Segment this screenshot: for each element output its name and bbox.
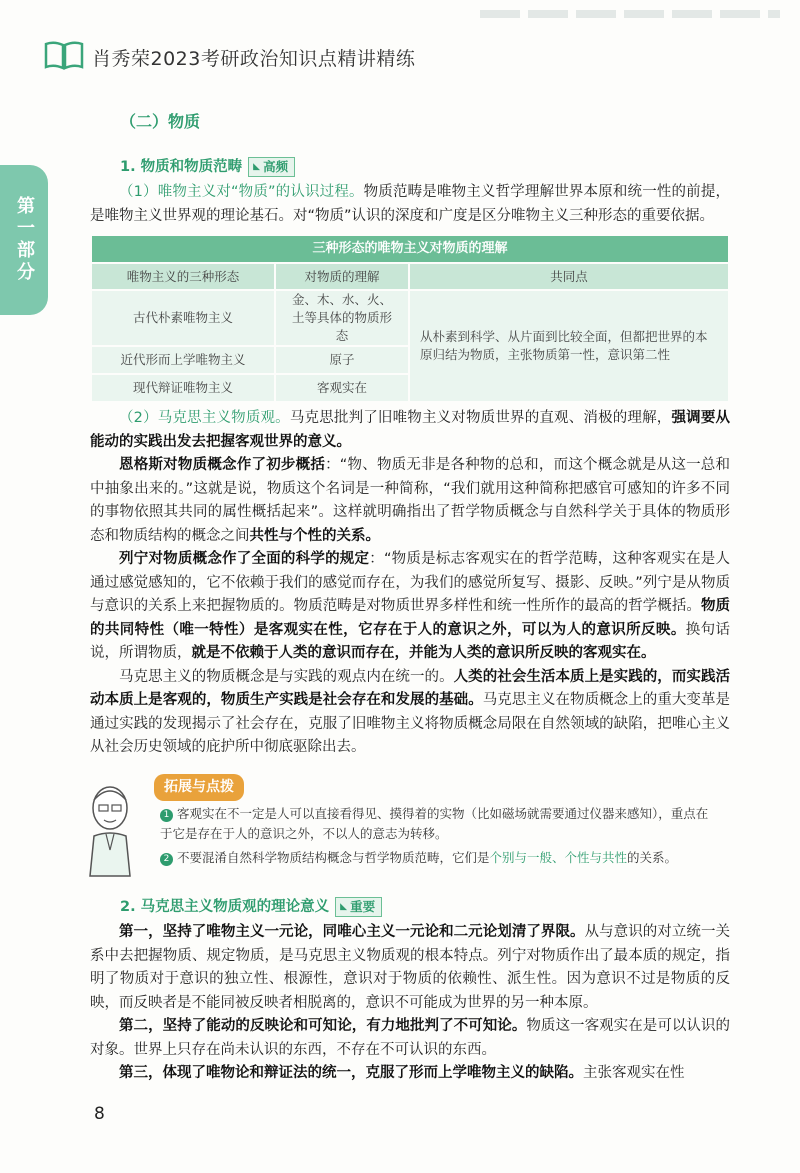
subsection-title-2-text: 2. 马克思主义物质观的理论意义 bbox=[120, 898, 330, 915]
paragraph-2 bbox=[90, 407, 730, 454]
significance-paragraph-1 bbox=[90, 921, 730, 1015]
section-title: （二）物质 bbox=[120, 112, 201, 131]
tips-box bbox=[80, 770, 730, 888]
subsection-title-1 bbox=[120, 156, 730, 180]
paragraph-4-emphasis-3: 就是不依赖于人类的意识而存在，并能为人类的意识所反映的客观实在。 bbox=[191, 645, 656, 661]
materialism-table bbox=[90, 234, 730, 403]
page-number: 8 bbox=[94, 1104, 105, 1124]
paragraph-1-lead: （1）唯物主义对“物质”的认识过程。 bbox=[119, 184, 364, 200]
teacher-illustration bbox=[80, 778, 140, 878]
significance-1-body: 从与意识的对立统一关系中去把握物质、规定物质，是马克思主义物质观的根本特点。列宁对物质作出了最本质的规定，指明了物质对于意识的独立性、根源性，意识对于物质的依赖性、派生性。因为意识不过是物质的反映，而反映者是不能同被反映者相脱离的，意识不可能成为世界的另一种本原。 bbox=[90, 924, 731, 1011]
subsection-title-1-text: 1. 物质和物质范畴 bbox=[120, 158, 243, 175]
significance-3-body: 主张客观实在性 bbox=[583, 1065, 685, 1081]
tip-item-2-highlight: 个别与一般、个性与共性 bbox=[489, 849, 628, 865]
significance-2-body: 物质这一客观实在是可以认识的对象。世界上只存在尚未认识的东西，不存在不可认识的东西。 bbox=[90, 1018, 731, 1058]
significance-1-emphasis: 第一，坚持了唯物主义一元论，同唯心主义一元论和二元论划清了界限。 bbox=[119, 924, 585, 940]
header-decoration bbox=[480, 10, 780, 18]
paragraph-1 bbox=[90, 181, 730, 228]
paragraph-3-emphasis-2: 共性与个性的关系。 bbox=[249, 527, 380, 544]
tip-item-2 bbox=[160, 848, 720, 868]
tip-item-2-text-end: 的关系。 bbox=[627, 849, 678, 865]
table-common-cell: 从朴素到科学、从片面到比较全面，但都把世界的本原归结为物质，主张物质第一性，意识第二性 bbox=[409, 290, 729, 402]
table-header-forms: 唯物主义的三种形态 bbox=[91, 263, 275, 291]
table-cell: 现代辩证唯物主义 bbox=[91, 374, 275, 402]
tip-number-2: 2 bbox=[160, 853, 173, 866]
paragraph-4-body: ：“物质是标志客观实在的哲学范畴，这种客观实在是人通过感觉感知的，它不依赖于我们的感觉而存在，为我们的感觉所复写、摄影、反映。”列宁是从物质与意识的关系上来把握物质的。物质范畴是对物质世界多样性和统一性所作的最高的哲学概括。 bbox=[90, 551, 731, 614]
paragraph-5 bbox=[90, 666, 730, 760]
significance-paragraph-3 bbox=[90, 1062, 730, 1086]
table-cell: 客观实在 bbox=[275, 374, 409, 402]
table-cell: 古代朴素唯物主义 bbox=[91, 290, 275, 346]
paragraph-4-emphasis-2: 物质的共同特性（唯一特性）是客观实在性，它存在于人的意识之外，可以为人的意识所反映。 bbox=[90, 598, 730, 638]
table-header-common: 共同点 bbox=[409, 263, 729, 291]
part-side-tab-label: 第一部分 bbox=[14, 196, 35, 284]
paragraph-5-emphasis: 人类的社会生活本质上是实践的，而实践活动本质上是客观的，物质生产实践是社会存在和发展的基础。 bbox=[90, 668, 731, 708]
significance-paragraph-2 bbox=[90, 1015, 730, 1062]
paragraph-5-body-2: 马克思主义在物质概念上的重大变革是通过实践的发现揭示了社会存在，克服了旧唯物主义将物质概念局限在自然领域的缺陷，把唯心主义从社会历史领域的庇护所中彻底驱除出去。 bbox=[90, 692, 731, 755]
importance-badge: ◣ 重要 bbox=[335, 897, 382, 917]
table-cell: 金、木、水、火、土等具体的物质形态 bbox=[275, 290, 409, 346]
paragraph-4-body-2: 换句话说，所谓物质， bbox=[90, 621, 731, 661]
page-content bbox=[90, 100, 730, 1086]
tip-number-1: 1 bbox=[160, 809, 173, 822]
paragraph-1-body: 物质范畴是唯物主义哲学理解世界本原和统一性的前提，是唯物主义世界观的理论基石。对“物质”认识的深度和广度是区分唯物主义三种形态的重要依据。 bbox=[90, 184, 730, 224]
table-cell: 近代形而上学唯物主义 bbox=[91, 346, 275, 374]
tip-item-2-text: 不要混淆自然科学物质结构概念与哲学物质范畴，它们是 bbox=[177, 849, 490, 865]
table-row bbox=[91, 290, 729, 346]
significance-3-emphasis: 第三，体现了唯物论和辩证法的统一，克服了形而上学唯物主义的缺陷。 bbox=[119, 1065, 583, 1081]
significance-2-emphasis: 第二，坚持了能动的反映论和可知论，有力地批判了不可知论。 bbox=[119, 1018, 527, 1034]
paragraph-2-lead: （2）马克思主义物质观。 bbox=[119, 410, 290, 426]
paragraph-3-emphasis: 恩格斯对物质概念作了初步概括 bbox=[119, 457, 326, 473]
subsection-title-2 bbox=[120, 896, 730, 920]
part-side-tab bbox=[0, 165, 48, 315]
open-book-icon bbox=[44, 40, 84, 70]
paragraph-4-emphasis: 列宁对物质概念作了全面的科学的规定 bbox=[119, 551, 370, 567]
table-cell: 原子 bbox=[275, 346, 409, 374]
paragraph-3 bbox=[90, 454, 730, 548]
book-title: 肖秀荣2023考研政治知识点精讲精练 bbox=[92, 48, 416, 70]
paragraph-2-emphasis: 强调要从能动的实践出发去把握客观世界的意义。 bbox=[90, 410, 731, 450]
paragraph-4 bbox=[90, 548, 730, 666]
tip-item-1-text: 客观实在不一定是人可以直接看得见、摸得着的实物（比如磁场就需要通过仪器来感知），重点在于它是存在于人的意识之外，不以人的意志为转移。 bbox=[160, 805, 709, 841]
table-header-understanding: 对物质的理解 bbox=[275, 263, 409, 291]
frequency-badge: ◣ 高频 bbox=[248, 157, 295, 177]
tip-item-1 bbox=[160, 804, 720, 844]
table-caption: 三种形态的唯物主义对物质的理解 bbox=[91, 235, 729, 263]
paragraph-3-body: ：“物、物质无非是各种物的总和，而这个概念就是从这一总和中抽象出来的。”这就是说，物质这个名词是一种简称，“我们就用这种简称把感官可感知的许多不同的事物依照其共同的属性概括起来”。这样就明确指出了哲学物质概念与自然科学关于具体的物质形态和物质结构的概念之间 bbox=[90, 457, 731, 544]
paragraph-5-body: 马克思主义的物质概念是与实践的观点内在统一的。 bbox=[119, 668, 454, 685]
tips-badge: 拓展与点拨 bbox=[154, 774, 244, 802]
paragraph-2-body: 马克思批判了旧唯物主义对物质世界的直观、消极的理解， bbox=[289, 410, 672, 426]
